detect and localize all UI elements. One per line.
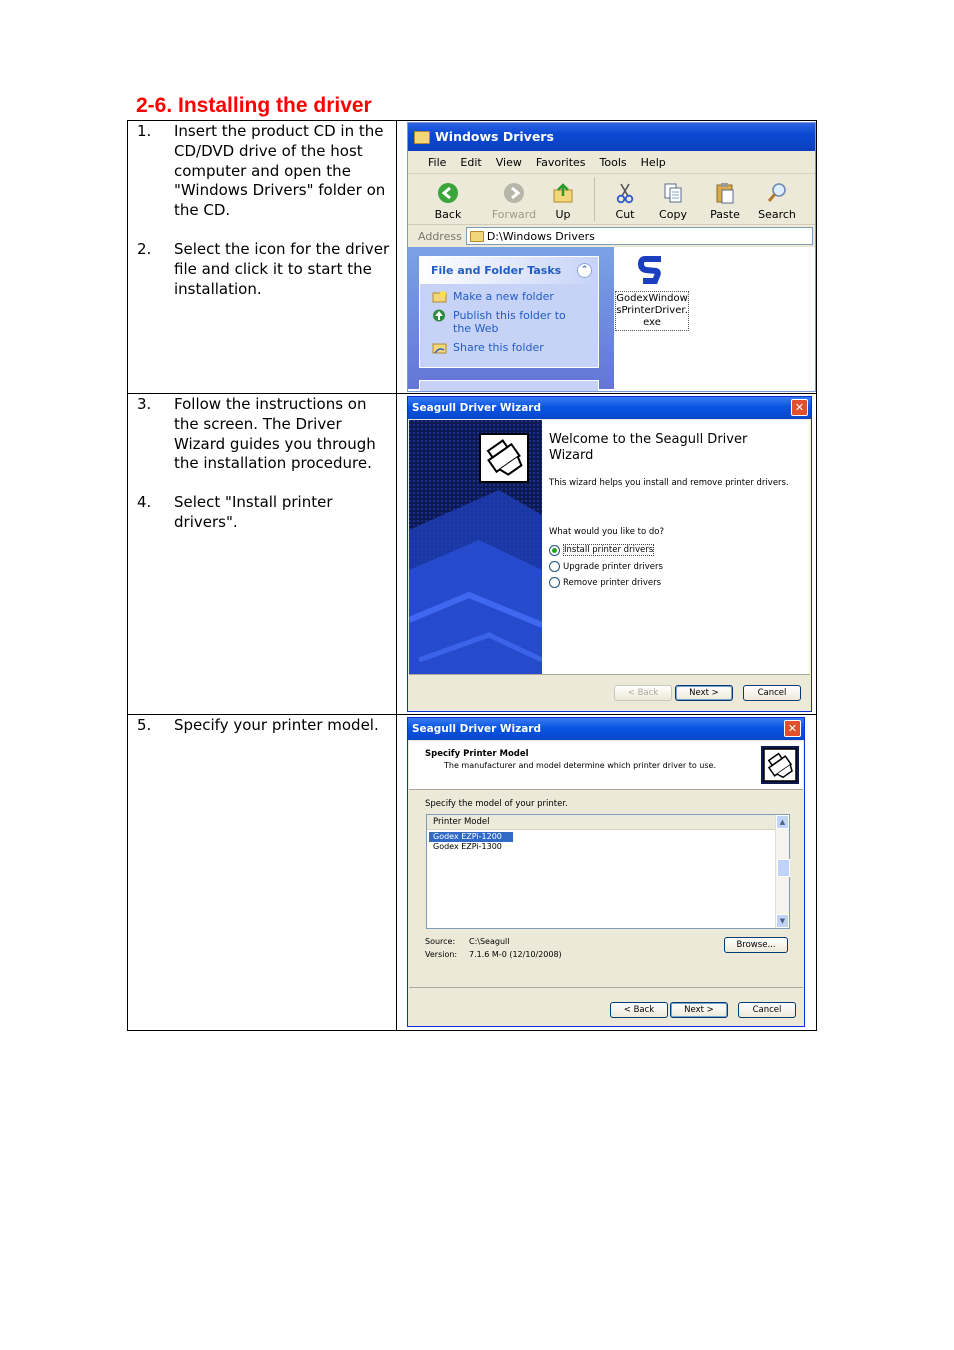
explorer-screenshot-cell (397, 121, 817, 394)
step-text: Select the icon for the driver file and click it to start the installation. (174, 239, 390, 298)
next-button[interactable]: Next > (675, 685, 733, 701)
share-folder-icon (432, 341, 447, 354)
new-folder-icon (432, 290, 447, 303)
menu-edit[interactable]: Edit (460, 155, 482, 169)
cut-button[interactable] (603, 174, 647, 221)
step-4 (128, 493, 396, 533)
folder-icon (470, 231, 484, 242)
step-2 (128, 240, 396, 299)
version-label: Version: (425, 950, 458, 959)
wizard-welcome-window (407, 396, 812, 712)
welcome-intro: This wizard helps you install and remove printer drivers. (549, 478, 789, 488)
forward-label: Forward (491, 208, 537, 221)
wizard-title: Seagull Driver Wizard (412, 723, 541, 735)
copy-button[interactable] (647, 174, 699, 221)
address-input[interactable] (466, 227, 813, 245)
welcome-content (549, 432, 799, 588)
tasks-header[interactable] (420, 257, 598, 284)
wizard-model-cell (397, 715, 817, 1031)
task-share-folder[interactable] (420, 341, 598, 354)
driver-file[interactable] (615, 253, 689, 331)
radio-remove-drivers[interactable] (549, 577, 799, 588)
task-label: Publish this folder to the Web (453, 309, 566, 335)
installer-icon (635, 253, 669, 287)
wizard-divider (409, 987, 803, 988)
version-value: 7.1.6 M-0 (12/10/2008) (469, 950, 562, 959)
globe-icon (432, 309, 447, 322)
step-text: Specify your printer model. (174, 716, 379, 734)
source-label: Source: (425, 937, 456, 946)
printer-model-list[interactable] (426, 814, 790, 929)
back-arrow-icon (437, 182, 459, 204)
task-label: Share this folder (453, 341, 544, 354)
folder-content (408, 247, 815, 389)
radio-button[interactable] (549, 545, 560, 556)
step-text: Select "Install printer drivers". (174, 493, 333, 531)
window-title: Windows Drivers (435, 129, 554, 144)
copy-label: Copy (659, 208, 687, 221)
other-places-panel (419, 380, 599, 392)
source-row (425, 937, 509, 946)
model-item-ezpi-1300[interactable]: Godex EZPi-1300 (433, 842, 502, 851)
radio-install-drivers[interactable] (549, 544, 799, 556)
radio-upgrade-drivers[interactable] (549, 561, 799, 572)
forward-arrow-icon (503, 182, 525, 204)
step-5-cell (128, 715, 397, 1031)
step-number: 4. (137, 493, 152, 512)
step-5 (128, 716, 396, 736)
browse-button[interactable]: Browse... (724, 937, 788, 953)
header-title: Specify Printer Model (425, 749, 529, 759)
clipboard-icon (714, 182, 736, 204)
search-button[interactable] (751, 174, 803, 221)
up-button[interactable] (540, 174, 586, 221)
printer-icon (760, 745, 800, 785)
file-name: GodexWindowsPrinterDriver.exe (615, 291, 689, 331)
menu-favorites[interactable]: Favorites (535, 155, 586, 169)
up-label: Up (555, 208, 571, 221)
welcome-heading: Welcome to the Seagull Driver Wizard (549, 432, 748, 463)
wizard-title-bar (408, 718, 804, 740)
menu-tools[interactable]: Tools (599, 155, 627, 169)
section-heading: 2-6. Installing the driver (136, 94, 372, 117)
radio-label: Upgrade printer drivers (563, 561, 663, 572)
address-label: Address (418, 229, 462, 243)
cancel-button[interactable]: Cancel (743, 685, 801, 701)
steps-3-4-cell (128, 394, 397, 715)
step-number: 5. (137, 716, 152, 734)
step-3 (128, 395, 396, 474)
next-button[interactable]: Next > (670, 1002, 728, 1018)
paste-label: Paste (710, 208, 740, 221)
steps-1-2-cell (128, 121, 397, 394)
copy-icon (662, 182, 684, 204)
model-prompt: Specify the model of your printer. (425, 799, 568, 809)
radio-button[interactable] (549, 577, 560, 588)
step-number: 3. (137, 395, 152, 413)
cut-label: Cut (615, 208, 635, 221)
wizard-welcome-body (409, 420, 810, 674)
radio-button[interactable] (549, 561, 560, 572)
back-button[interactable] (422, 174, 474, 221)
paste-button[interactable] (699, 174, 751, 221)
close-icon[interactable]: ✕ (784, 720, 801, 737)
back-label: Back (434, 208, 462, 221)
task-new-folder[interactable] (420, 290, 598, 303)
forward-button[interactable] (488, 174, 540, 221)
welcome-question: What would you like to do? (549, 527, 664, 537)
cancel-button[interactable]: Cancel (738, 1002, 796, 1018)
scroll-down-icon[interactable]: ▼ (776, 914, 789, 928)
scroll-thumb[interactable] (777, 859, 790, 877)
step-text: Insert the product CD in the CD/DVD drive of the host computer and open the "Windows Drivers" folder on the CD. (174, 122, 386, 220)
steps-table (127, 120, 817, 1031)
folder-icon (414, 131, 430, 144)
task-pane (408, 247, 614, 389)
wizard-header (409, 741, 803, 790)
step-number: 1. (137, 122, 152, 140)
list-scrollbar[interactable] (775, 815, 789, 928)
toolbar-separator (594, 177, 595, 221)
menu-file[interactable]: File (428, 155, 447, 169)
toolbar (408, 174, 815, 225)
collapse-icon[interactable]: ⌃ (577, 263, 592, 278)
wizard-model-window (407, 717, 805, 1027)
task-publish-web[interactable] (420, 309, 598, 335)
wizard-divider (409, 674, 810, 675)
wizard-welcome-cell (397, 394, 817, 715)
back-button[interactable]: < Back (614, 685, 672, 701)
scroll-up-icon[interactable]: ▲ (776, 815, 789, 829)
radio-label: Install printer drivers (564, 545, 654, 555)
scissors-icon (614, 182, 636, 204)
step-text: Follow the instructions on the screen. The Driver Wizard guides you through the installation procedure. (174, 395, 376, 473)
menu-view[interactable]: View (495, 155, 522, 169)
wizard-title: Seagull Driver Wizard (412, 402, 541, 414)
step-1 (128, 122, 396, 221)
model-item-ezpi-1200[interactable]: Godex EZPi-1200 (429, 832, 513, 842)
menu-help[interactable]: Help (640, 155, 666, 169)
step-number: 2. (137, 239, 152, 258)
menu-bar (408, 151, 815, 174)
radio-label: Remove printer drivers (563, 577, 662, 588)
back-button[interactable]: < Back (610, 1002, 668, 1018)
wizard-side-graphic (409, 420, 542, 674)
wizard-title-bar (408, 397, 811, 419)
address-value: D:\Windows Drivers (486, 229, 595, 243)
folder-up-icon (552, 182, 574, 204)
search-label: Search (758, 208, 796, 221)
column-header-printer-model[interactable]: Printer Model (427, 815, 775, 830)
address-bar (408, 225, 815, 247)
tasks-title: File and Folder Tasks (431, 264, 562, 277)
printer-artwork (409, 420, 542, 674)
version-row (425, 950, 562, 959)
explorer-title-bar (408, 123, 815, 151)
explorer-window (407, 122, 816, 392)
source-value: C:\Seagull (469, 937, 510, 946)
close-icon[interactable]: ✕ (791, 399, 808, 416)
search-icon (766, 182, 788, 204)
task-label: Make a new folder (453, 290, 554, 303)
file-folder-tasks-panel (419, 256, 599, 368)
header-subtitle: The manufacturer and model determine which printer driver to use. (444, 761, 717, 770)
